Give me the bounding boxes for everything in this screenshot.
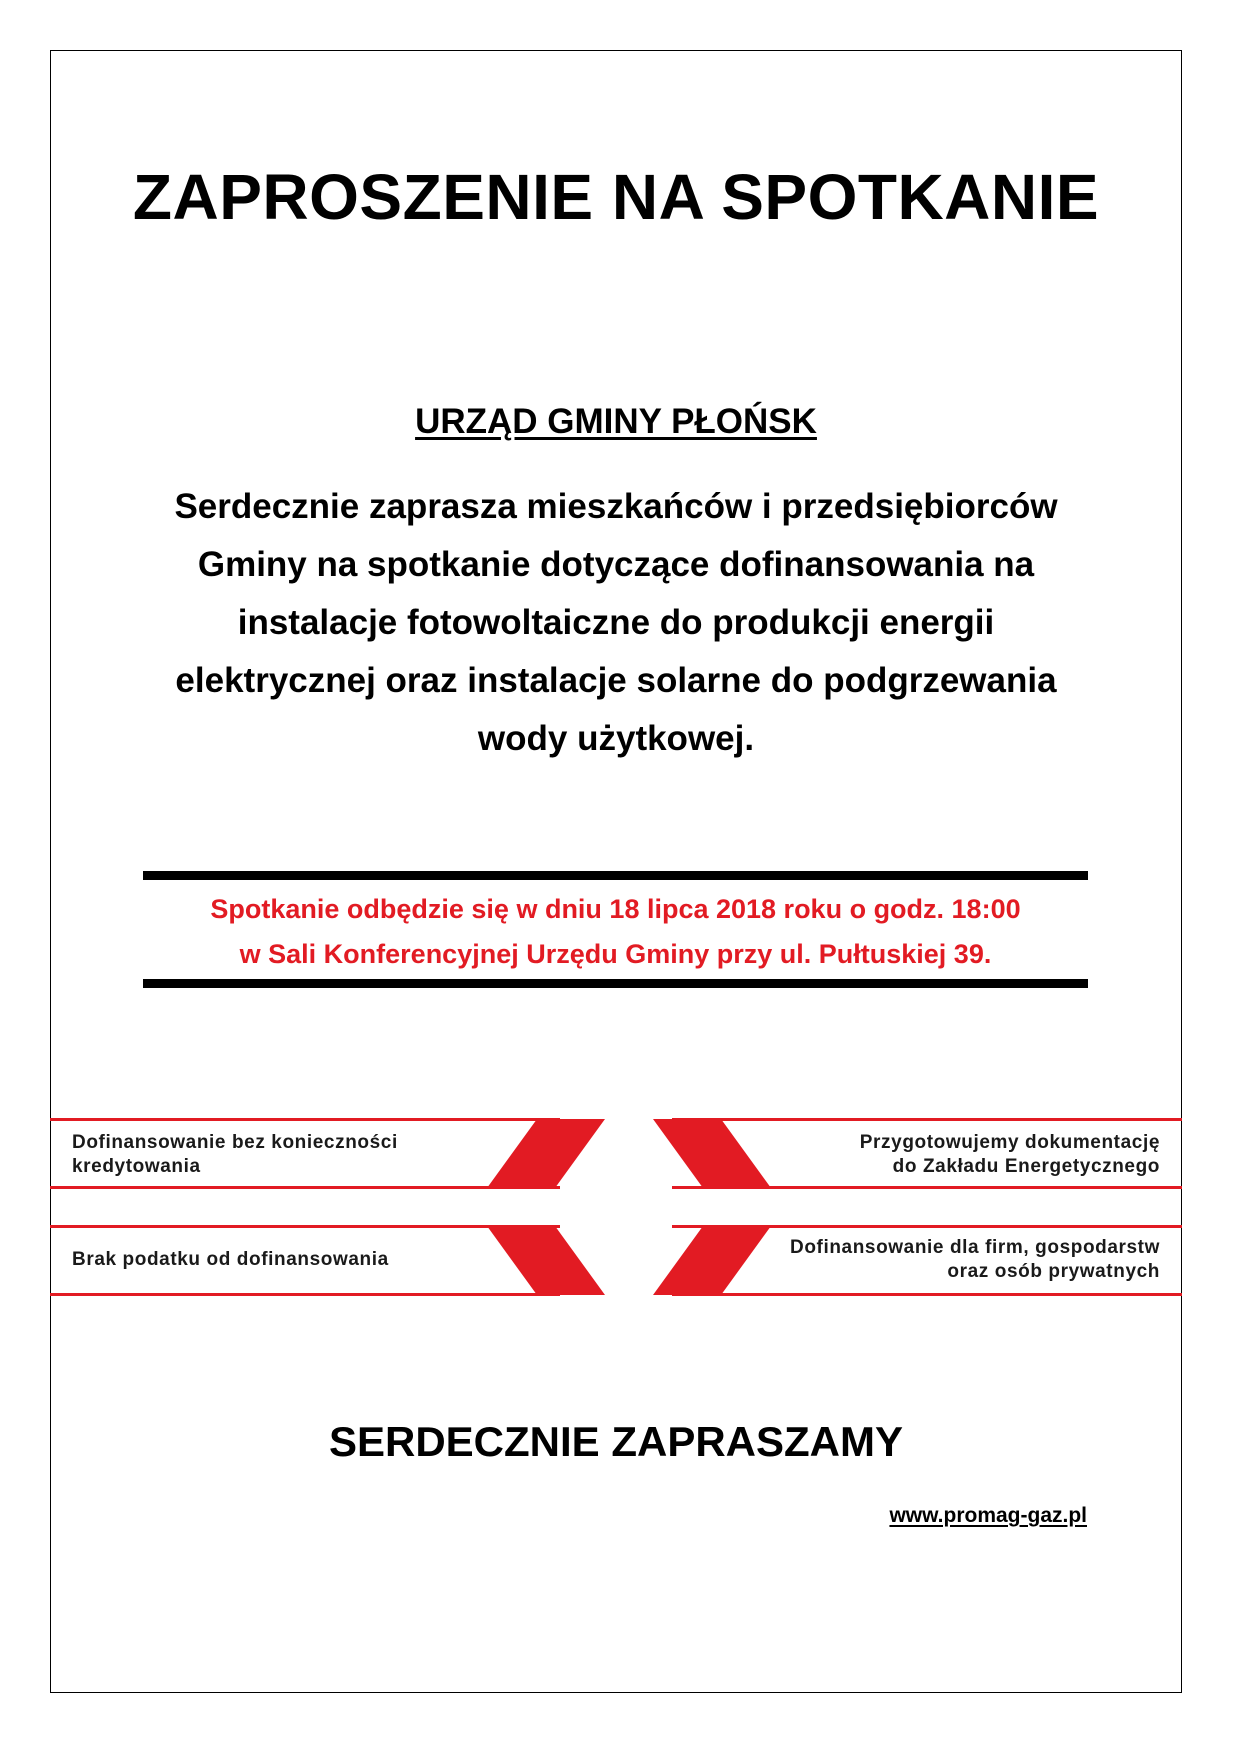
benefit-line xyxy=(50,1293,560,1296)
benefit-documentation xyxy=(860,1131,1160,1179)
arrow-shape xyxy=(653,1226,771,1295)
divider-bottom xyxy=(143,979,1088,988)
organization-name xyxy=(50,402,1182,442)
benefit-line-text: Dofinansowanie dla firm, gospodarstw xyxy=(790,1237,1160,1258)
invitation-line: elektrycznej oraz instalacje solarne do podgrzewania xyxy=(175,661,1057,700)
benefit-line-text: kredytowania xyxy=(72,1156,201,1177)
page-title: ZAPROSZENIE NA SPOTKANIE xyxy=(132,161,1100,233)
invitation-line: wody użytkowej. xyxy=(477,719,755,758)
benefit-line-text: Dofinansowanie bez konieczności xyxy=(72,1132,398,1153)
invitation-body xyxy=(120,478,1112,768)
invitation-line: Serdecznie zaprasza mieszkańców i przedsiębiorców xyxy=(174,487,1058,526)
divider-top xyxy=(143,871,1088,880)
arrow-shape xyxy=(653,1119,771,1188)
benefit-line-text: Brak podatku od dofinansowania xyxy=(72,1249,389,1270)
benefit-line-text: Przygotowujemy dokumentację xyxy=(859,1132,1160,1153)
benefit-line xyxy=(50,1118,560,1121)
meeting-date-line: Spotkanie odbędzie się w dniu 18 lipca 2018 roku o godz. 18:00 xyxy=(210,894,1021,924)
meeting-details xyxy=(143,887,1088,977)
benefit-line-text: oraz osób prywatnych xyxy=(947,1261,1160,1282)
benefit-eligibility xyxy=(790,1236,1160,1284)
invitation-line: Gminy na spotkanie dotyczące dofinansowania na xyxy=(197,545,1035,584)
organization-label: URZĄD GMINY PŁOŃSK xyxy=(415,402,817,441)
arrow-shape xyxy=(487,1226,605,1295)
benefit-line xyxy=(50,1225,560,1228)
closing-text: SERDECZNIE ZAPRASZAMY xyxy=(328,1418,904,1465)
arrow-shape xyxy=(487,1119,605,1188)
benefit-no-credit xyxy=(72,1131,398,1179)
meeting-place-line: w Sali Konferencyjnej Urzędu Gminy przy ul. Pułtuskiej 39. xyxy=(239,939,992,969)
benefit-line xyxy=(50,1186,560,1189)
benefit-line xyxy=(672,1118,1182,1121)
website-link[interactable]: www.promag-gaz.pl xyxy=(889,1504,1087,1527)
benefit-line xyxy=(672,1293,1182,1296)
benefit-line-text: do Zakładu Energetycznego xyxy=(892,1156,1160,1177)
invitation-line: instalacje fotowoltaiczne do produkcji energii xyxy=(237,603,995,642)
benefit-no-tax xyxy=(72,1248,389,1272)
